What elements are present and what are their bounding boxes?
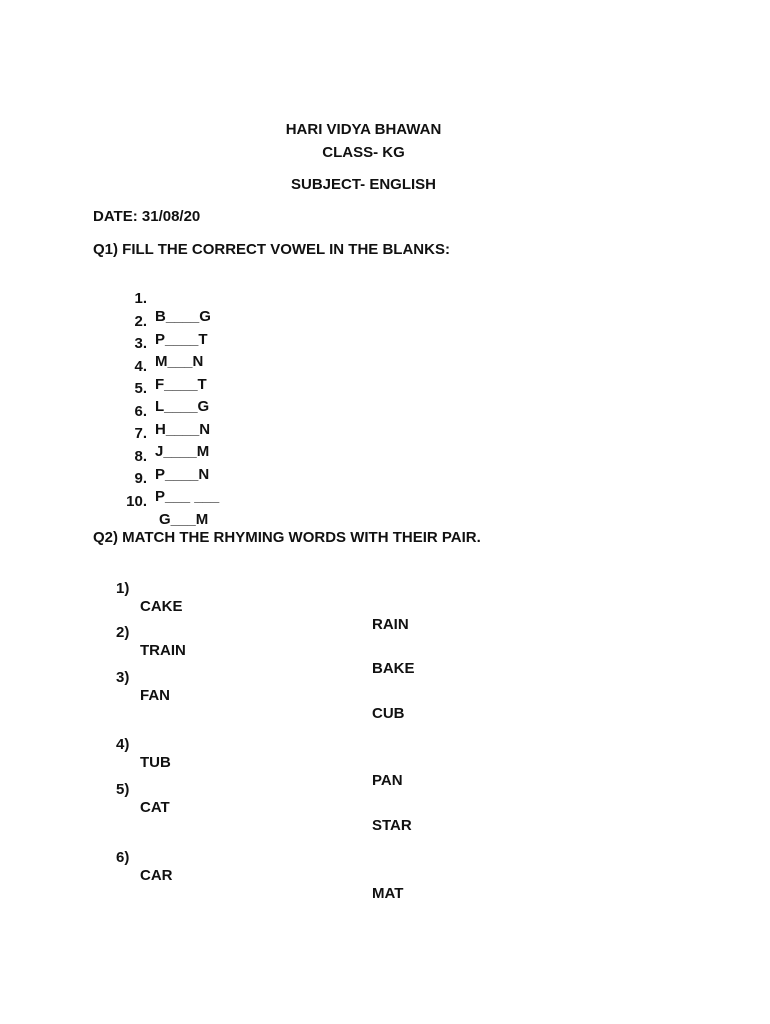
- match-row: [0, 562, 770, 633]
- match-row: [0, 651, 770, 722]
- match-left-word: FAN: [140, 687, 170, 704]
- match-row: [0, 763, 770, 834]
- match-row: [0, 718, 770, 789]
- item-number: 10.: [126, 493, 147, 510]
- item-word: H____N: [155, 420, 211, 438]
- question-1-text: Q1) FILL THE CORRECT VOWEL IN THE BLANKS:: [93, 241, 450, 258]
- match-right-word: STAR: [372, 817, 412, 834]
- item-number: 5.: [134, 380, 147, 397]
- subject-label: SUBJECT- ENGLISH: [290, 176, 437, 193]
- match-left-word: CAR: [140, 867, 173, 884]
- match-left-word: TUB: [140, 754, 171, 771]
- item-word: M___N: [155, 353, 204, 370]
- match-left-word: CAT: [140, 799, 170, 816]
- item-number: 9.: [134, 470, 147, 487]
- match-right-word: MAT: [372, 885, 404, 902]
- item-number: 7.: [134, 425, 147, 442]
- item-word: G___M: [159, 511, 209, 528]
- match-row: [0, 831, 770, 902]
- match-number: 1): [116, 580, 130, 597]
- match-number: 6): [116, 849, 130, 866]
- match-left-word: CAKE: [140, 598, 183, 615]
- item-word: F____T: [155, 375, 207, 393]
- item-word: P___ ___: [155, 488, 220, 505]
- match-number: 3): [116, 669, 130, 686]
- match-left-word: TRAIN: [140, 642, 186, 659]
- class-label: CLASS- KG: [322, 144, 405, 161]
- item-number: 4.: [134, 357, 147, 375]
- match-number: 5): [116, 781, 130, 798]
- date-line: DATE: 31/08/20: [93, 208, 201, 225]
- item-word: P____N: [155, 465, 210, 483]
- item-number: 3.: [134, 335, 147, 352]
- list-item: [0, 475, 209, 547]
- match-number: 2): [116, 624, 130, 641]
- item-number: 1.: [134, 290, 147, 307]
- item-number: 2.: [134, 312, 147, 330]
- item-word: J____M: [155, 443, 210, 460]
- item-word: B____G: [155, 308, 211, 325]
- item-word: L____G: [155, 398, 210, 415]
- item-number: 6.: [134, 402, 147, 420]
- match-right-word: CUB: [372, 705, 405, 722]
- match-number: 4): [116, 736, 130, 753]
- item-number: 8.: [134, 447, 147, 465]
- question-2-text: Q2) MATCH THE RHYMING WORDS WITH THEIR PAIR.: [93, 529, 481, 546]
- school-name: HARI VIDYA BHAWAN: [285, 121, 442, 138]
- match-right-word: PAN: [372, 772, 403, 789]
- item-word: P____T: [155, 330, 208, 348]
- match-row: [0, 606, 770, 677]
- match-right-word: RAIN: [372, 616, 409, 633]
- match-right-word: BAKE: [372, 660, 415, 677]
